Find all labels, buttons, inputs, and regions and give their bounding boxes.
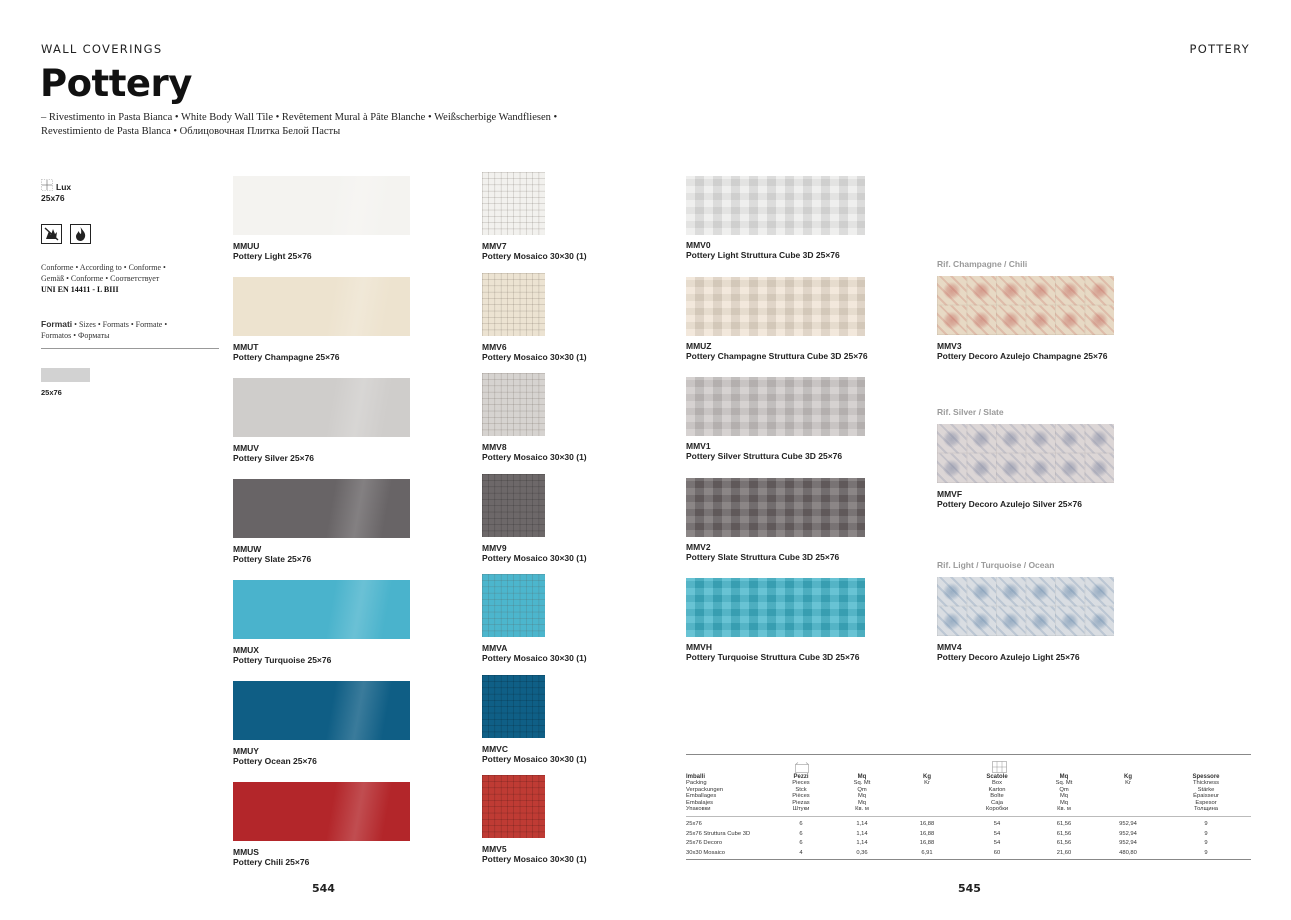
fire-resistant-icon xyxy=(70,224,91,244)
tile-code: MMUY xyxy=(233,746,259,756)
table-cell: 61,56 xyxy=(1056,830,1072,837)
format-swatch-label: 25x76 xyxy=(41,388,62,397)
packing-header-text: Épaisseur xyxy=(1193,793,1219,800)
packing-header-text: Stck xyxy=(795,786,807,793)
decor-reference: Rif. Champagne / Chili xyxy=(937,259,1028,269)
tile-swatch xyxy=(233,378,410,437)
table-cell: 6 xyxy=(799,821,803,828)
packing-header-text: Кв. м xyxy=(855,806,869,813)
tile-swatch xyxy=(233,681,410,740)
cube-swatch xyxy=(686,377,865,436)
section-label: WALL COVERINGS xyxy=(41,42,163,56)
packing-header-text: Packing xyxy=(686,780,707,787)
packing-header-text: Qm xyxy=(857,786,867,793)
packing-header-cell xyxy=(1033,774,1095,812)
mosaic-swatch xyxy=(482,474,545,537)
packing-header-text: Mq xyxy=(857,793,867,800)
tile-name: Pottery Decoro Azulejo Champagne 25×76 xyxy=(937,351,1108,361)
tile-code: MMUU xyxy=(233,241,260,251)
divider xyxy=(41,348,219,349)
mosaic-swatch xyxy=(482,675,545,738)
packing-header-text: Коробки xyxy=(985,806,1009,813)
tile-name: Pottery Ocean 25×76 xyxy=(233,756,317,766)
decor-swatch xyxy=(937,424,1114,483)
tile-name: Pottery Champagne 25×76 xyxy=(233,352,340,362)
table-mid-rule xyxy=(686,816,1251,817)
tile-name: Pottery Mosaico 30×30 (1) xyxy=(482,653,587,663)
table-row xyxy=(686,820,1251,830)
tile-swatch xyxy=(233,176,410,235)
packing-header-text: Emballages xyxy=(686,793,717,800)
table-cell: 6 xyxy=(799,840,803,847)
packing-header-text: Pièces xyxy=(792,793,810,800)
mosaic-swatch xyxy=(482,574,545,637)
tile-name: Pottery Mosaico 30×30 (1) xyxy=(482,753,587,764)
table-cell: 9 xyxy=(1204,830,1208,837)
tile-swatch xyxy=(233,580,410,639)
tile-name: Pottery Silver 25×76 xyxy=(233,453,315,463)
tile-code: MMUX xyxy=(233,645,259,655)
packing-header-text: Verpackungen xyxy=(686,786,724,793)
packing-header-text: Pieces xyxy=(792,780,810,787)
packing-header-text: Spessore xyxy=(1192,774,1220,780)
table-cell: 480,80 xyxy=(1119,849,1137,856)
table-cell: 61,56 xyxy=(1056,840,1072,847)
tile-name: Pottery Light Struttura Cube 3D 25×76 xyxy=(686,250,840,260)
packing-header-text: Karton xyxy=(988,786,1006,793)
table-cell: 54 xyxy=(993,830,1001,837)
packing-header-text: Kg xyxy=(923,774,931,780)
packing-header-text: Qm xyxy=(1059,786,1069,793)
packing-header-text: Mq xyxy=(1059,799,1069,806)
tile-swatch xyxy=(233,479,410,538)
tile-code: MMUV xyxy=(233,443,259,453)
packing-header-text: Sq. Mt xyxy=(853,780,871,787)
tile-name: Pottery Light 25×76 xyxy=(233,251,312,261)
formats-bold: Formati xyxy=(41,319,73,329)
table-bottom-rule xyxy=(686,859,1251,860)
table-cell: 9 xyxy=(1204,821,1208,828)
table-cell: 6,91 xyxy=(921,849,933,856)
tile-swatch xyxy=(233,277,410,336)
packing-header-cell xyxy=(961,774,1033,812)
finish-icon xyxy=(41,178,53,190)
tile-code: MMVA xyxy=(482,643,508,653)
packing-header-text: Кв. м xyxy=(1057,806,1071,813)
tile-name: Pottery Chili 25×76 xyxy=(233,857,310,867)
packing-header-text: Штуки xyxy=(792,806,810,813)
cube-swatch xyxy=(686,578,865,637)
page-title: Pottery xyxy=(40,62,192,105)
decor-swatch xyxy=(937,577,1114,636)
table-cell: 60 xyxy=(993,849,1001,856)
mosaic-swatch xyxy=(482,172,545,235)
tile-code: MMVH xyxy=(686,642,712,652)
table-row xyxy=(686,849,1251,859)
table-cell: 61,56 xyxy=(1056,821,1072,828)
packing-header-text: Box xyxy=(992,780,1002,787)
page-subtitle: – Rivestimento in Pasta Bianca • White Body Wall Tile • Revêtement Mural à Pâte Blanche • Weißscherbige Wandfliesen • Revestimiento de Pasta Blanca • Облицовочная Плитка Белой Пасты xyxy=(41,112,558,137)
tile-name: Pottery Slate 25×76 xyxy=(233,554,312,564)
table-top-rule xyxy=(686,754,1251,755)
table-cell: 21,60 xyxy=(1056,849,1072,856)
packing-header-text: Pezzi xyxy=(793,774,809,780)
conform-text-2: Gemäß • Conforme • Соответствует xyxy=(41,274,160,283)
packing-header-text: Mq xyxy=(857,799,867,806)
tile-name: Pottery Champagne Struttura Cube 3D 25×76 xyxy=(686,350,868,361)
tile-code: MMV5 xyxy=(482,844,507,854)
packing-header-text: Thickness xyxy=(1192,780,1220,787)
decor-swatch xyxy=(937,276,1114,335)
table-cell: 54 xyxy=(993,821,1001,828)
packing-header-cell xyxy=(1161,774,1251,812)
standard-text: UNI EN 14411 - L BIII xyxy=(41,285,119,294)
tile-name: Pottery Turquoise Struttura Cube 3D 25×76 xyxy=(686,652,860,662)
stain-resistant-icon xyxy=(41,224,62,244)
tile-swatch xyxy=(233,782,410,841)
packing-header-cell xyxy=(831,774,893,812)
tile-name: Pottery Mosaico 30×30 (1) xyxy=(482,351,587,362)
packing-header-cell xyxy=(771,774,831,812)
mosaic-swatch xyxy=(482,273,545,336)
table-cell: 1,14 xyxy=(856,840,868,847)
tile-code: MMV2 xyxy=(686,541,711,552)
packing-header-text: Stärke xyxy=(1197,786,1215,793)
tile-code: MMVF xyxy=(937,489,963,499)
packing-header-text: Упаковки xyxy=(686,806,711,813)
packing-header-text: Sq. Mt xyxy=(1055,780,1073,787)
mosaic-swatch xyxy=(482,373,545,436)
formats-text-2: Formatos • Форматы xyxy=(41,331,110,340)
packing-header-text: Piezas xyxy=(792,799,810,806)
table-cell: 0,36 xyxy=(856,849,868,856)
table-cell: 25x76 Struttura Cube 3D xyxy=(686,830,751,837)
table-cell: 952,94 xyxy=(1119,821,1137,828)
packing-header-text: Mq xyxy=(1059,793,1069,800)
packing-header-cell xyxy=(1095,774,1161,812)
collection-label: POTTERY xyxy=(1189,42,1250,56)
tile-name: Pottery Decoro Azulejo Silver 25×76 xyxy=(937,499,1082,509)
tile-code: MMUS xyxy=(233,847,259,857)
packing-header-text: Embalajes xyxy=(686,799,714,806)
tile-name: Pottery Slate Struttura Cube 3D 25×76 xyxy=(686,551,840,562)
packing-header-text: Kg xyxy=(1124,774,1132,780)
table-row xyxy=(686,830,1251,840)
table-cell: 1,14 xyxy=(856,821,868,828)
tile-code: MMV7 xyxy=(482,241,507,251)
finish-size: 25x76 xyxy=(41,193,65,203)
packing-header-text: Kr xyxy=(924,780,930,787)
tile-code: MMUZ xyxy=(686,340,712,351)
tile-name: Pottery Mosaico 30×30 (1) xyxy=(482,251,587,261)
cube-swatch xyxy=(686,277,865,336)
cube-swatch xyxy=(686,176,865,235)
table-cell: 16,88 xyxy=(919,830,935,837)
piece-icon xyxy=(795,760,809,771)
packing-header-cell xyxy=(893,774,961,812)
table-cell: 1,14 xyxy=(856,830,868,837)
table-cell: 54 xyxy=(993,840,1001,847)
table-cell: 25x76 xyxy=(686,821,702,828)
table-cell: 952,94 xyxy=(1119,830,1137,837)
tile-name: Pottery Decoro Azulejo Light 25×76 xyxy=(937,652,1080,662)
format-swatch xyxy=(41,368,90,382)
packing-table xyxy=(686,774,1251,858)
table-row xyxy=(686,839,1251,849)
packing-header-text: Mq xyxy=(857,774,867,780)
table-cell: 6 xyxy=(799,830,803,837)
packing-header-text: Толщина xyxy=(1194,806,1218,813)
tile-name: Pottery Turquoise 25×76 xyxy=(233,655,332,665)
tile-code: MMV8 xyxy=(482,442,507,452)
tile-code: MMUT xyxy=(233,342,259,352)
tile-name: Pottery Mosaico 30×30 (1) xyxy=(482,452,587,462)
packing-header-text: Scatole xyxy=(986,774,1008,780)
box-icon xyxy=(992,760,1007,772)
packing-header-text: Boîte xyxy=(990,793,1004,800)
packing-header-text: Mq xyxy=(1059,774,1069,780)
formats-rest: • Sizes • Formats • Formate • xyxy=(72,320,168,329)
table-cell: 16,88 xyxy=(919,821,935,828)
packing-header-cell xyxy=(686,774,771,812)
packing-header-text: Kr xyxy=(1125,780,1131,787)
page-number-right: 545 xyxy=(958,882,981,895)
packing-header-text: Caja xyxy=(991,799,1003,806)
tile-name: Pottery Silver Struttura Cube 3D 25×76 xyxy=(686,451,843,461)
tile-code: MMV0 xyxy=(686,240,711,250)
tile-code: MMUW xyxy=(233,544,262,554)
packing-header-text: Espesor xyxy=(1195,799,1217,806)
tile-code: MMV3 xyxy=(937,341,962,351)
table-cell: 9 xyxy=(1204,840,1208,847)
tile-code: MMV6 xyxy=(482,341,507,352)
tile-code: MMVC xyxy=(482,743,508,754)
finish-label: Lux xyxy=(56,182,72,192)
tile-name: Pottery Mosaico 30×30 (1) xyxy=(482,552,587,563)
page-number-left: 544 xyxy=(312,882,335,895)
cube-swatch xyxy=(686,478,865,537)
tile-code: MMV4 xyxy=(937,642,962,652)
tile-name: Pottery Mosaico 30×30 (1) xyxy=(482,854,587,864)
decor-reference: Rif. Light / Turquoise / Ocean xyxy=(937,560,1055,570)
mosaic-swatch xyxy=(482,775,545,838)
table-cell: 952,94 xyxy=(1119,840,1137,847)
table-cell: 4 xyxy=(799,849,803,856)
decor-reference: Rif. Silver / Slate xyxy=(937,407,1004,417)
table-cell: 30x30 Mosaico xyxy=(686,849,725,856)
table-cell: 16,88 xyxy=(919,840,935,847)
packing-header-text: Imballi xyxy=(686,774,706,780)
tile-code: MMV1 xyxy=(686,441,711,451)
table-cell: 9 xyxy=(1204,849,1208,856)
table-cell: 25x76 Decoro xyxy=(686,840,723,847)
tile-code: MMV9 xyxy=(482,542,507,553)
conform-text-1: Conforme • According to • Conforme • xyxy=(41,263,166,272)
